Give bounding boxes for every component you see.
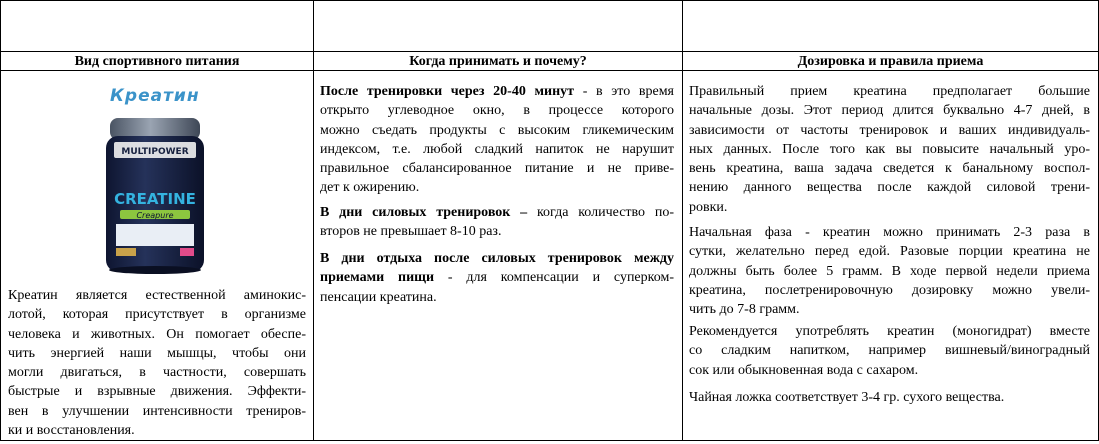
dosage-teaspoon-note: [689, 388, 1090, 407]
text-line: креатина, послетренировочную дозировку можно увели-: [689, 282, 1090, 298]
text-line: быстрые и взрывные движения. Эффекти-: [8, 384, 306, 400]
emphasis: В дни отдыха после силовых тренировок между: [320, 251, 674, 266]
text-line: Правильный прием креатина предполагает большие: [689, 84, 1090, 99]
text-line: [320, 249, 674, 268]
header-rule-bottom: [0, 70, 1099, 71]
text-fragment: когда количество по-: [527, 205, 674, 220]
text-line: чить до 7-8 грамм.: [689, 302, 800, 318]
text-line: дет к ожирению.: [320, 180, 420, 196]
text-line: [320, 82, 674, 101]
text-line: пенсации креатина.: [320, 289, 437, 305]
creatine-jar-image: [102, 116, 208, 276]
emphasis: После тренировки через 20-40 минут: [320, 84, 575, 99]
text-line: человека и животных. Он помогает обеспе-: [8, 326, 306, 342]
table-border-top: [0, 0, 1099, 1]
column-header-type: Вид спортивного питания: [74, 54, 240, 69]
column-header-when: Когда принимать и почему?: [409, 54, 587, 69]
text-line: начальные дозы. Этот период длится буквально 4-7 дней, в: [689, 103, 1090, 119]
text-line: второв не превышает 8-10 раз.: [320, 224, 502, 240]
dosage-initial-phase: [689, 223, 1090, 319]
text-line: лотой, которая присутствует в организме: [8, 307, 306, 323]
text-line: Рекомендуется употреблять креатин (моногидрат) вместе: [689, 324, 1090, 339]
text-fragment: - для компенсации и суперком-: [434, 270, 674, 286]
text-line: вень креатина, ваша задача сведется к банальному воспол-: [689, 161, 1090, 177]
when-strength-days: [320, 203, 674, 242]
text-line: [320, 203, 674, 222]
jar-sub: Creapure: [136, 211, 174, 220]
product-title: Креатин: [110, 86, 200, 106]
creatine-description: [8, 286, 306, 440]
emphasis: В дни силовых тренировок –: [320, 205, 528, 220]
text-line: правильное сбалансированное питание и не приве-: [320, 161, 674, 177]
jar-brand: MULTIPOWER: [121, 147, 189, 157]
dosage-recommendation: [689, 322, 1090, 380]
text-line: ровки.: [689, 199, 728, 215]
text-line: со сладким напитком, например вишневый/виноградный: [689, 343, 1090, 359]
text-line: сутки, желательно перед едой. Разовые порции креатина не: [689, 244, 1090, 260]
when-rest-days: [320, 249, 674, 307]
text-line: индексом, т.е. любой сладкий напиток не нарушит: [320, 141, 674, 157]
column-header-dosage: Дозировка и правила приема: [797, 54, 984, 69]
text-line: зависимости от частоты тренировок и ваших индивидуаль-: [689, 122, 1090, 138]
jar-name: CREATINE: [114, 190, 196, 208]
text-line: ных данных. После того как вы повысите начальный уро-: [689, 141, 1090, 157]
text-line: должны быть более 5 грамм. В ходе первой недели приема: [689, 263, 1090, 279]
text-line: ки и восстановления.: [8, 423, 135, 439]
text-line: [320, 268, 674, 287]
when-post-workout: [320, 82, 674, 198]
dosage-loading-phase: [689, 82, 1090, 217]
text-line: можно съедать продукты с высоким гликемическим: [320, 122, 674, 138]
text-line: вен в улучшении интенсивности трениров-: [8, 403, 306, 419]
text-line: нению данного вещества после каждой силовой трени-: [689, 180, 1090, 196]
header-rule-top: [0, 51, 1099, 52]
text-line: Чайная ложка соответствует 3-4 гр. сухого вещества.: [689, 390, 1005, 405]
text-line: сок или обыкновенная вода с сахаром.: [689, 362, 919, 378]
text-fragment: - в это время: [574, 84, 674, 99]
text-line: Креатин является естественной аминокис-: [8, 288, 306, 303]
text-line: чить энергией наши мышцы, чтобы они: [8, 345, 306, 361]
text-line: открыто углеводное окно, в процессе которого: [320, 103, 674, 119]
text-line: Начальная фаза - креатин можно принимать 2-3 раза в: [689, 225, 1090, 240]
emphasis: приемами пищи: [320, 270, 435, 286]
text-line: могли двигаться, в частности, совершать: [8, 365, 306, 381]
